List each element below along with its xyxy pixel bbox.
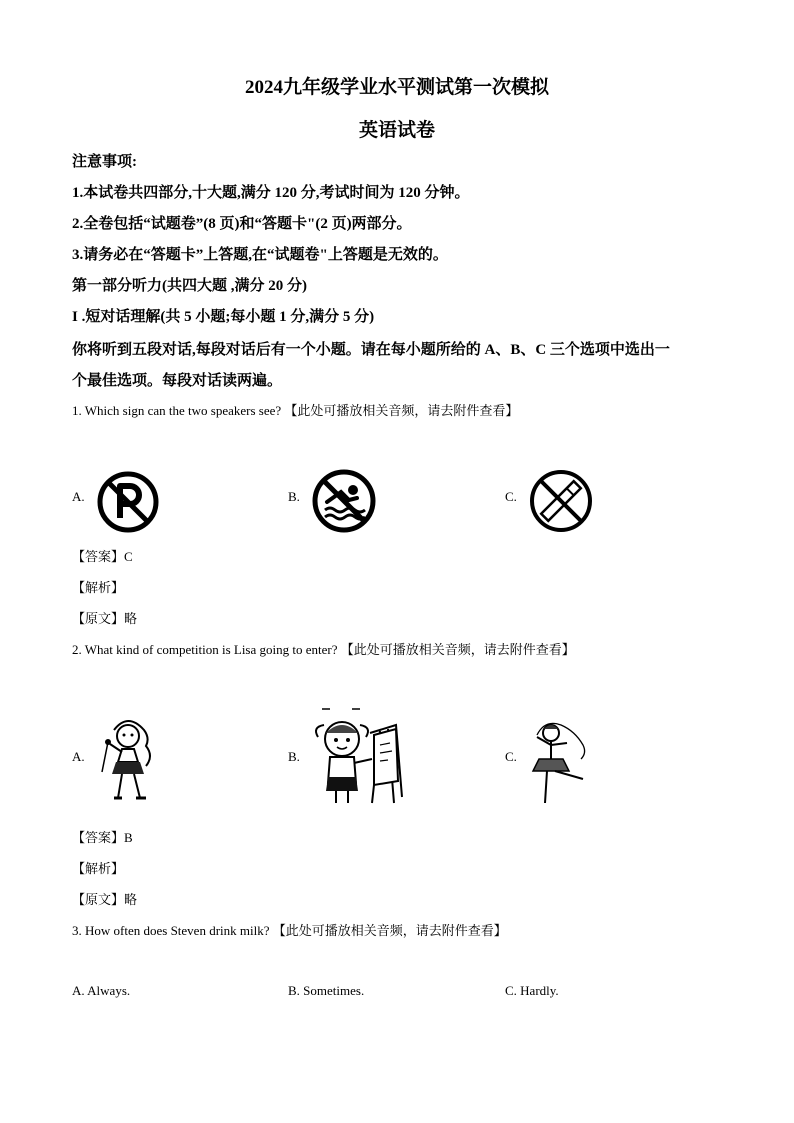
part1-heading: 第一部分听力(共四大题 ,满分 20 分) (72, 278, 307, 294)
q1-answer-label: 【答案】 (72, 549, 125, 564)
page-subtitle: 英语试卷 (358, 120, 435, 141)
note-item-3: 3.请务必在“答题卡”上答题,在“试题卷"上答题是无效的。 (72, 247, 448, 263)
no-parking-sign-icon (96, 470, 160, 534)
q2-original-value: 略 (124, 892, 138, 907)
q2-answer-value: B (124, 830, 133, 845)
q2-option-c-label: C. (505, 749, 517, 764)
note-item-2: 2.全卷包括“试题卷”(8 页)和“答题卡"(2 页)两部分。 (72, 216, 412, 232)
q2-option-b-label: B. (288, 749, 300, 764)
girl-painting-icon (310, 705, 406, 809)
page-title: 2024九年级学业水平测试第一次模拟 (244, 77, 549, 98)
q1-original-label: 【原文】 (72, 611, 125, 626)
q1-option-c-label: C. (505, 489, 517, 504)
question-3-text: 3. How often does Steven drink milk? 【此处可播放相关音频，请去附件查看】 (72, 923, 507, 938)
q2-option-a-label: A. (72, 749, 85, 764)
q1-original (72, 608, 137, 627)
q1-original-value: 略 (124, 611, 138, 626)
part1-instructions-line1: 你将听到五段对话,每段对话后有一个小题。请在每小题所给的 A、B、C 三个选项中选出一 (72, 342, 670, 358)
question-1-text: 1. Which sign can the two speakers see? 【此处可播放相关音频，请去附件查看】 (72, 403, 519, 418)
girl-singing-icon (92, 712, 162, 810)
q2-analysis-label: 【解析】 (72, 861, 125, 876)
notes-heading: 注意事项: (72, 154, 137, 170)
note-item-1: 1.本试卷共四部分,十大题,满分 120 分,考试时间为 120 分钟。 (72, 185, 470, 201)
question-2-text: 2. What kind of competition is Lisa going to enter? 【此处可播放相关音频，请去附件查看】 (72, 642, 575, 657)
q2-original (72, 889, 137, 908)
part1-section: I .短对话理解(共 5 小题;每小题 1 分,满分 5 分) (72, 309, 375, 325)
q2-answer (72, 827, 133, 846)
q2-original-label: 【原文】 (72, 892, 125, 907)
q3-option-a: A. Always. (72, 983, 131, 998)
q3-option-c: C. Hardly. (505, 983, 559, 998)
q2-answer-label: 【答案】 (72, 830, 125, 845)
no-swimming-sign-icon (311, 468, 377, 534)
q1-answer (72, 546, 133, 565)
q1-option-b-label: B. (288, 489, 300, 504)
no-smoking-sign-icon (528, 468, 594, 534)
q1-analysis-label: 【解析】 (72, 580, 125, 595)
part1-instructions-line2: 个最佳选项。每段对话读两遍。 (72, 373, 283, 389)
q1-answer-value: C (124, 549, 133, 564)
q3-option-b: B. Sometimes. (288, 983, 365, 998)
q1-option-a-label: A. (72, 489, 85, 504)
girl-dancing-icon (527, 715, 589, 811)
